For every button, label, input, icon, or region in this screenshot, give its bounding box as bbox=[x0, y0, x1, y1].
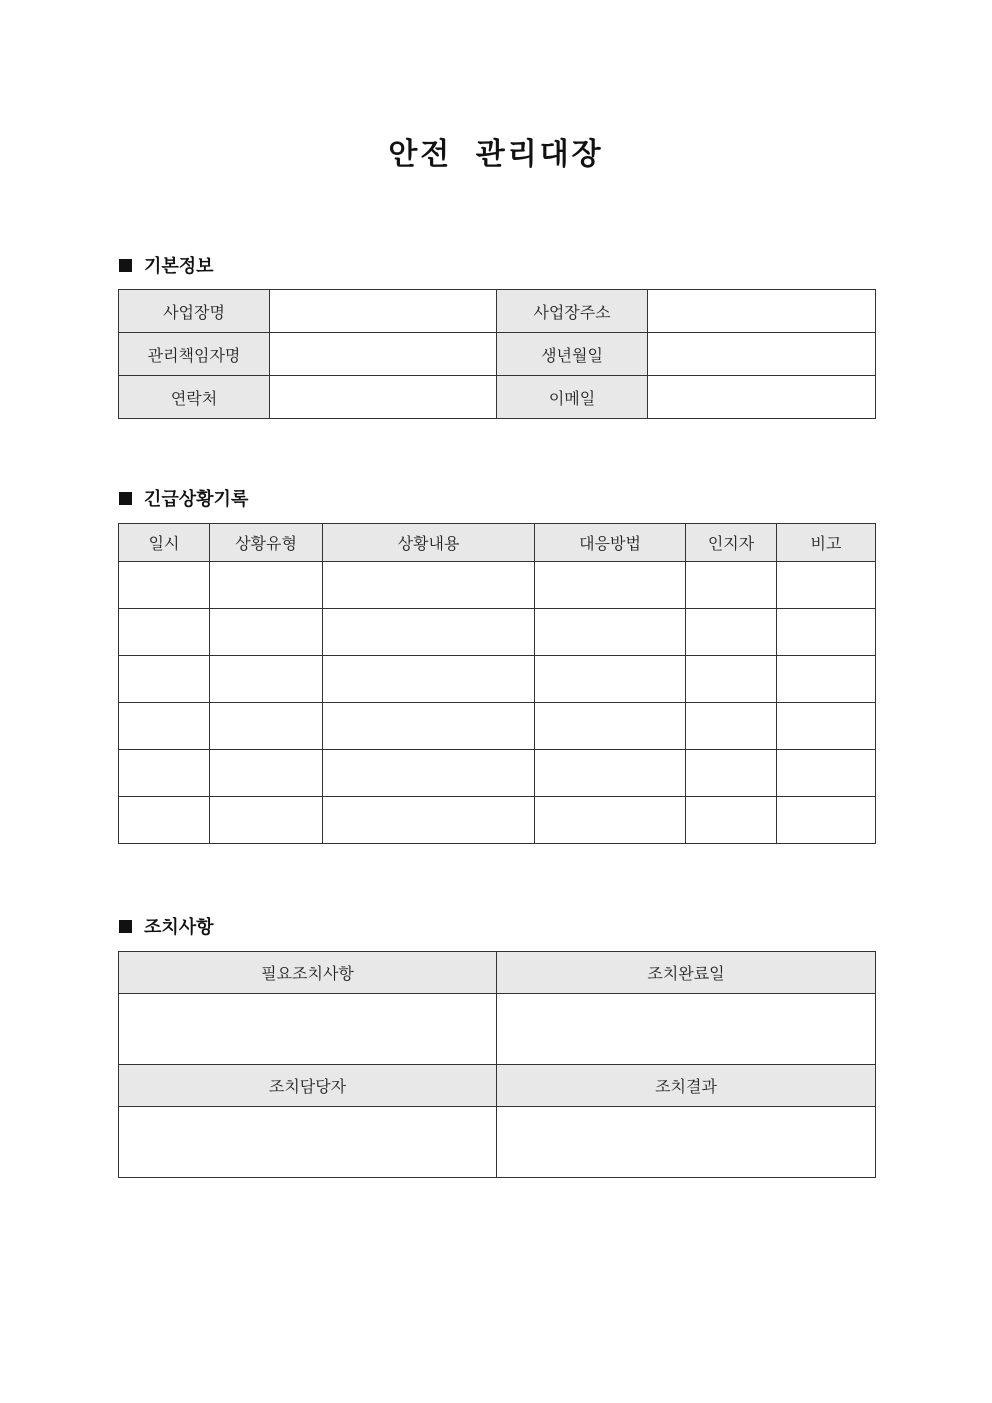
table-row bbox=[119, 1107, 876, 1178]
section-heading-emergency bbox=[119, 485, 248, 511]
table-cell[interactable] bbox=[210, 562, 323, 609]
section-heading-basic-info bbox=[119, 252, 214, 278]
table-cell[interactable] bbox=[535, 703, 686, 750]
table-cell[interactable] bbox=[535, 609, 686, 656]
label-manager-name: 관리책임자명 bbox=[119, 333, 270, 376]
table-cell[interactable] bbox=[210, 797, 323, 844]
table-row bbox=[119, 290, 876, 333]
label-business-name: 사업장명 bbox=[119, 290, 270, 333]
table-cell[interactable] bbox=[119, 703, 210, 750]
birth-date-field[interactable] bbox=[648, 333, 876, 376]
table-row bbox=[119, 703, 876, 750]
table-cell[interactable] bbox=[210, 750, 323, 797]
table-cell[interactable] bbox=[777, 703, 876, 750]
black-square-icon bbox=[119, 920, 132, 933]
column-header-response-method: 대응방법 bbox=[535, 524, 686, 562]
section-heading-actions bbox=[119, 913, 214, 939]
table-header-row bbox=[119, 1065, 876, 1107]
table-cell[interactable] bbox=[210, 656, 323, 703]
column-header-remarks: 비고 bbox=[777, 524, 876, 562]
table-header-row bbox=[119, 524, 876, 562]
manager-name-field[interactable] bbox=[270, 333, 497, 376]
table-cell[interactable] bbox=[323, 750, 535, 797]
section-heading-label: 조치사항 bbox=[144, 917, 214, 938]
table-cell[interactable] bbox=[686, 797, 777, 844]
label-email: 이메일 bbox=[497, 376, 648, 419]
table-cell[interactable] bbox=[777, 609, 876, 656]
label-business-address: 사업장주소 bbox=[497, 290, 648, 333]
table-cell[interactable] bbox=[323, 609, 535, 656]
column-header-situation-type: 상황유형 bbox=[210, 524, 323, 562]
black-square-icon bbox=[119, 259, 132, 272]
table-row bbox=[119, 750, 876, 797]
black-square-icon bbox=[119, 492, 132, 505]
table-cell[interactable] bbox=[686, 750, 777, 797]
action-result-field[interactable] bbox=[497, 1107, 876, 1178]
required-actions-field[interactable] bbox=[119, 994, 497, 1065]
table-cell[interactable] bbox=[686, 609, 777, 656]
table-cell[interactable] bbox=[535, 562, 686, 609]
actions-table bbox=[118, 951, 876, 1178]
column-header-datetime: 일시 bbox=[119, 524, 210, 562]
table-cell[interactable] bbox=[119, 750, 210, 797]
business-address-field[interactable] bbox=[648, 290, 876, 333]
table-cell[interactable] bbox=[777, 797, 876, 844]
table-cell[interactable] bbox=[119, 656, 210, 703]
table-cell[interactable] bbox=[210, 609, 323, 656]
email-field[interactable] bbox=[648, 376, 876, 419]
table-cell[interactable] bbox=[686, 562, 777, 609]
header-required-actions: 필요조치사항 bbox=[119, 952, 497, 994]
table-cell[interactable] bbox=[323, 797, 535, 844]
table-header-row bbox=[119, 952, 876, 994]
header-action-manager: 조치담당자 bbox=[119, 1065, 497, 1107]
label-contact: 연락처 bbox=[119, 376, 270, 419]
table-cell[interactable] bbox=[323, 562, 535, 609]
contact-field[interactable] bbox=[270, 376, 497, 419]
action-manager-field[interactable] bbox=[119, 1107, 497, 1178]
table-cell[interactable] bbox=[777, 562, 876, 609]
table-cell[interactable] bbox=[119, 562, 210, 609]
table-cell[interactable] bbox=[323, 656, 535, 703]
table-cell[interactable] bbox=[686, 703, 777, 750]
emergency-record-table bbox=[118, 523, 876, 844]
table-row bbox=[119, 656, 876, 703]
table-row bbox=[119, 562, 876, 609]
table-cell[interactable] bbox=[119, 797, 210, 844]
section-heading-label: 기본정보 bbox=[144, 256, 214, 277]
column-header-reporter: 인지자 bbox=[686, 524, 777, 562]
basic-info-table bbox=[118, 289, 876, 419]
section-heading-label: 긴급상황기록 bbox=[144, 489, 249, 510]
action-completion-date-field[interactable] bbox=[497, 994, 876, 1065]
table-row bbox=[119, 376, 876, 419]
table-cell[interactable] bbox=[119, 609, 210, 656]
business-name-field[interactable] bbox=[270, 290, 497, 333]
page-title: 안전 관리대장 bbox=[388, 137, 604, 172]
header-action-completion-date: 조치완료일 bbox=[497, 952, 876, 994]
table-row bbox=[119, 797, 876, 844]
table-cell[interactable] bbox=[686, 656, 777, 703]
table-cell[interactable] bbox=[210, 703, 323, 750]
label-birth-date: 생년월일 bbox=[497, 333, 648, 376]
table-cell[interactable] bbox=[535, 656, 686, 703]
table-cell[interactable] bbox=[777, 656, 876, 703]
table-row bbox=[119, 609, 876, 656]
table-cell[interactable] bbox=[535, 797, 686, 844]
table-cell[interactable] bbox=[323, 703, 535, 750]
table-row bbox=[119, 333, 876, 376]
table-row bbox=[119, 994, 876, 1065]
table-cell[interactable] bbox=[535, 750, 686, 797]
column-header-situation-details: 상황내용 bbox=[323, 524, 535, 562]
header-action-result: 조치결과 bbox=[497, 1065, 876, 1107]
table-cell[interactable] bbox=[777, 750, 876, 797]
